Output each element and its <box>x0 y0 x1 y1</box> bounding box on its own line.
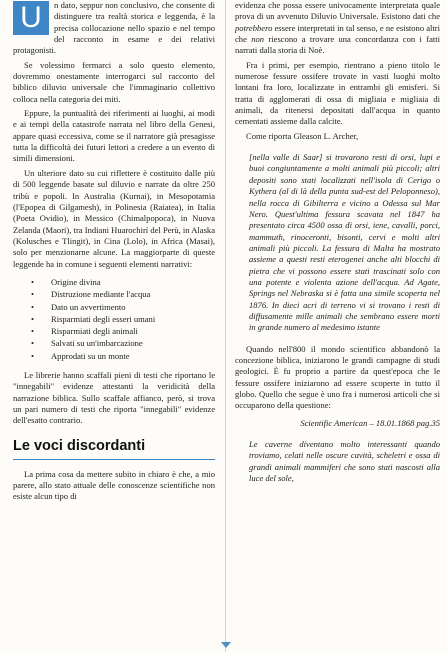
right-column <box>235 0 440 494</box>
citation: Scientific American – 18.01.1868 pag.35 <box>300 417 440 428</box>
intro-paragraph <box>13 0 215 57</box>
paragraph: Un ulteriore dato su cui riflettere è costituito dalle più di 500 leggende basate sul diluvio e narrate da oltre 250 tribù e popoli. In Australia (Kurnai), in Mesopotamia (l'Epopea di Gilgamesh), in Polinesia (Raiatea), in Italia (Poeta Ovidio), in Messico (Chimalpopoca), in Nuova Zelanda (Maori), tra Indiani Huarochirí del Perù, in Alaska (Kolusches e Tlingit), in Cina (Lolo), in Africa (Masai), solo per menzionarne alcune. La maggiorparte di queste leggende ha in comune i seguenti elementi narrativi: <box>13 167 215 269</box>
text-run: evidenza che possa essere univocamente interpretata quale prova di un avvenuto Diluvio Universale. Esistono dati che <box>235 0 440 22</box>
block-quote: [nella valle di Saar] si trovarono resti di orsi, lupi e buoi congiuntamente a molti animali più piccoli; altri depositi sono stati localizzati nell'isola di Cerigo o Kythera (al di là della punta sud-est del Peloponneso), nella rocca di Gibilterra e vicino a Odessa sul Mar Nero. Quest'ultima fessura scavata nel 1847 ha presentato circa 4500 ossa di orsi, iene, cavalli, porci, mammuth, rinoceronti, bisonti, cervi e molti altri animali più piccoli. La fessura di Malta ha mostrato assieme a questi resti eterogenei anche alti blocchi di pietra che vi possono essere stati trascinati solo con una potente e violenta azione dell'acqua. Ad Agate, Springs nel Nebraska si è fatta una simile scoperta nel 1876. In dieci acri di terreno vi si trovano i resti di diffusamente mille animali che sembrano essere morti in grande numero al medesimo istante <box>249 152 440 333</box>
paragraph: Le librerie hanno scaffali pieni di testi che riportano le "innegabili" evidenze attestanti la veridicità della narrazione biblica. Sullo scaffale affianco, però, si trova un pari numero di testi che riporta "innegabili" evidenze dell'esatto contrario. <box>13 369 215 426</box>
list-item: • Salvati su un'imbarcazione <box>31 337 215 349</box>
paragraph <box>235 0 440 57</box>
paragraph: Quando nell'800 il mondo scientifico abbandonò la concezione biblica, iniziarono le grandi campagne di studi geologici. È fu proprio a partire da quest'epoca che le fessure ossifere iniziarono ad essere scoperte in tutto il globo. Quello che segue è uno fra i numerosi articoli che si occuparono della questione: <box>235 343 440 411</box>
section-title: Le voci discordanti <box>13 437 146 454</box>
text-run: riescono a trovare una concordanza con i fatti narrati dalla storia di Noè. <box>235 34 440 56</box>
paragraph: Come riporta Gleason L. Archer, <box>246 130 359 141</box>
list-item: • Risparmiati degli animali <box>31 325 215 337</box>
text-run: essere interpretati in tal senso, e ne esistono altri che <box>235 22 440 45</box>
list-item: • Origine divina <box>31 276 215 288</box>
emphasis: potrebbero <box>235 22 273 33</box>
block-quote: Le caverne diventano molto interessanti quando troviamo, celati nelle oscure cavità, scheletri e ossa di grandi animali mammiferi che sono stati nascosti alla luce del sole, <box>249 439 440 484</box>
list-item: • Dato un avvertimento <box>31 301 215 313</box>
narrative-elements-list <box>13 276 215 362</box>
column-divider <box>225 0 226 652</box>
paragraph: La prima cosa da mettere subito in chiaro è che, a mio parere, allo stato attuale delle conoscenze scientifiche non esiste alcun tipo di <box>13 468 215 502</box>
paragraph: Se volessimo fermarci a solo questo elemento, dovremmo onestamente interrogarci sul racconto del biblico diluvio universale che l'immaginario collettivo colloca nella categoria dei miti. <box>13 59 215 104</box>
intro-text: n dato, seppur non conclusivo, che consente di distinguere tra realtà storica e leggenda, è la precisa collocazione nello spazio e nel tempo del racconto in esame e dei relativi protagonisti. <box>13 0 215 56</box>
emphasis: non <box>251 34 265 45</box>
drop-cap: U <box>13 1 49 35</box>
paragraph: Fra i primi, per esempio, rientrano a pieno titolo le numerose fessure ossifere trovate in vasti luoghi molto lontani fra loro, localizzate in entrambi gli emisferi. Si tratta di agglomerati di ossa di migliaia e migliaia di animali, da ritenersi depositati dall'acqua in quanto cementati assieme dalla calcite. <box>235 59 440 127</box>
title-rule <box>13 459 215 460</box>
left-column <box>13 0 215 506</box>
paragraph: Eppure, la puntualità dei riferimenti ai luoghi, ai modi e ai tempi della catastrofe narrata nel libro della Genesi, appare quasi eccessiva, come se il narratore già presagisse tutta la difficoltà dei futuri lettori a credere a un evento di simili dimensioni. <box>13 108 215 164</box>
continue-arrow-icon <box>221 642 231 648</box>
list-item: • Approdati su un monte <box>31 350 215 362</box>
list-item: • Risparmiati degli esseri umani <box>31 313 215 325</box>
list-item: • Distruzione mediante l'acqua <box>31 288 215 300</box>
